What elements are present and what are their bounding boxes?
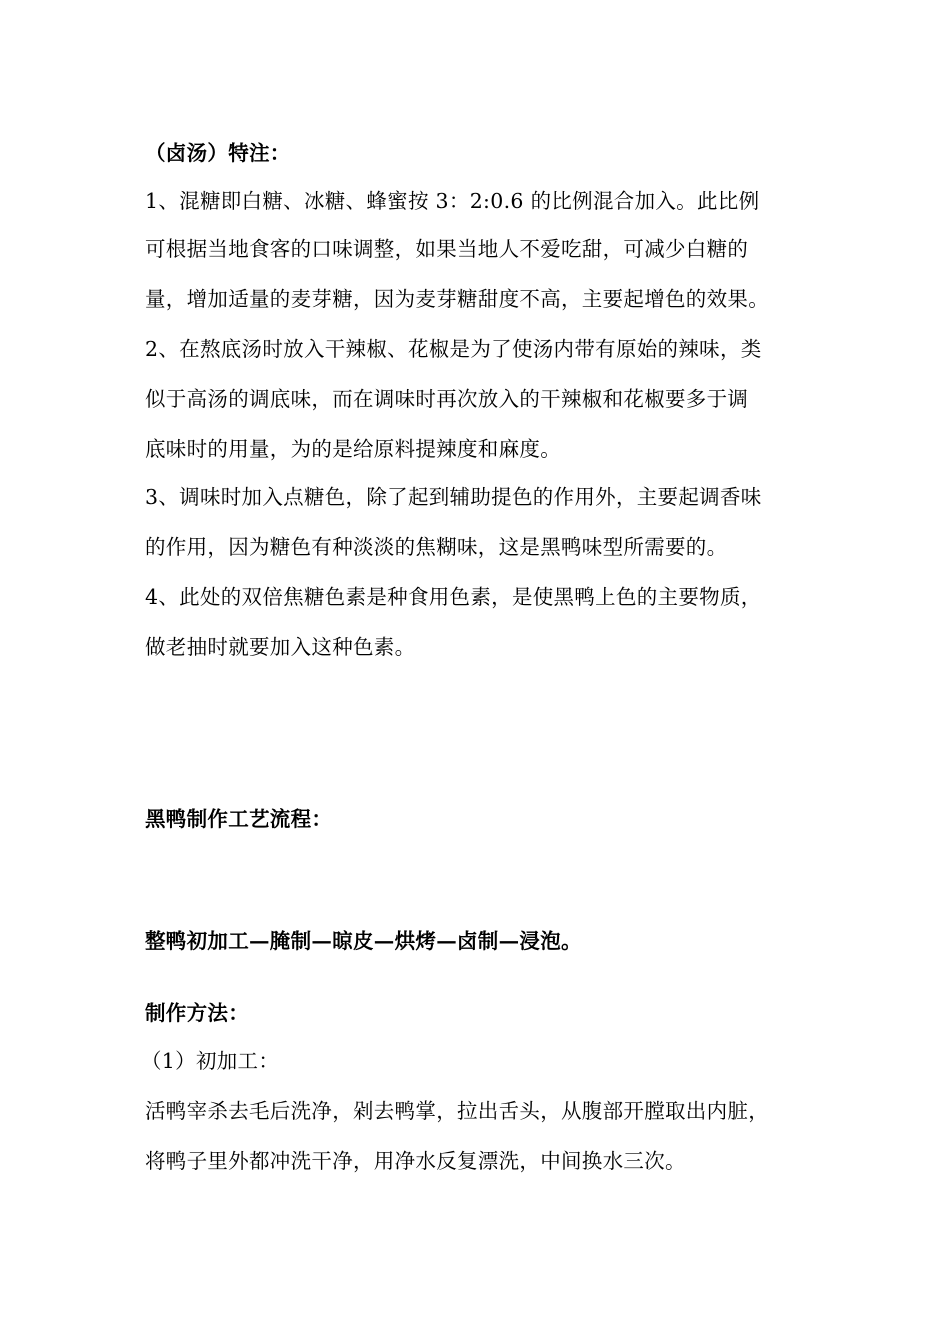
paragraph-line: 1、混糖即白糖、冰糖、蜂蜜按 3：2:0.6 的比例混合加入。此比例 [145,189,760,213]
paragraph-line: 似于高汤的调底味，而在调味时再次放入的干辣椒和花椒要多于调 [145,387,749,411]
paragraph-line: 3、调味时加入点糖色，除了起到辅助提色的作用外，主要起调香味 [145,485,762,509]
step-title: （1）初加工： [141,1049,280,1073]
paragraph-line: 的作用，因为糖色有种淡淡的焦糊味，这是黑鸭味型所需要的。 [145,535,728,559]
section-heading-brine-notes: （卤汤）特注： [145,141,291,165]
paragraph-line: 做老抽时就要加入这种色素。 [145,635,416,659]
document-page [141,0,815,1344]
paragraph-line: 活鸭宰杀去毛后洗净，剁去鸭掌，拉出舌头，从腹部开膛取出内脏， [145,1099,769,1123]
paragraph-line: 可根据当地食客的口味调整，如果当地人不爱吃甜，可减少白糖的 [145,237,749,261]
process-flow-text: 整鸭初加工—腌制—晾皮—烘烤—卤制—浸泡。 [145,929,582,953]
section-heading-process-flow: 黑鸭制作工艺流程： [145,807,333,831]
paragraph-line: 将鸭子里外都冲洗干净，用净水反复漂洗，中间换水三次。 [145,1149,686,1173]
method-heading: 制作方法： [145,1001,249,1025]
paragraph-line: 4、此处的双倍焦糖色素是种食用色素，是使黑鸭上色的主要物质， [145,585,762,609]
paragraph-line: 量，增加适量的麦芽糖，因为麦芽糖甜度不高，主要起增色的效果。 [145,287,769,311]
paragraph-line: 2、在熬底汤时放入干辣椒、花椒是为了使汤内带有原始的辣味，类 [145,337,762,361]
paragraph-line: 底味时的用量，为的是给原料提辣度和麻度。 [145,437,561,461]
